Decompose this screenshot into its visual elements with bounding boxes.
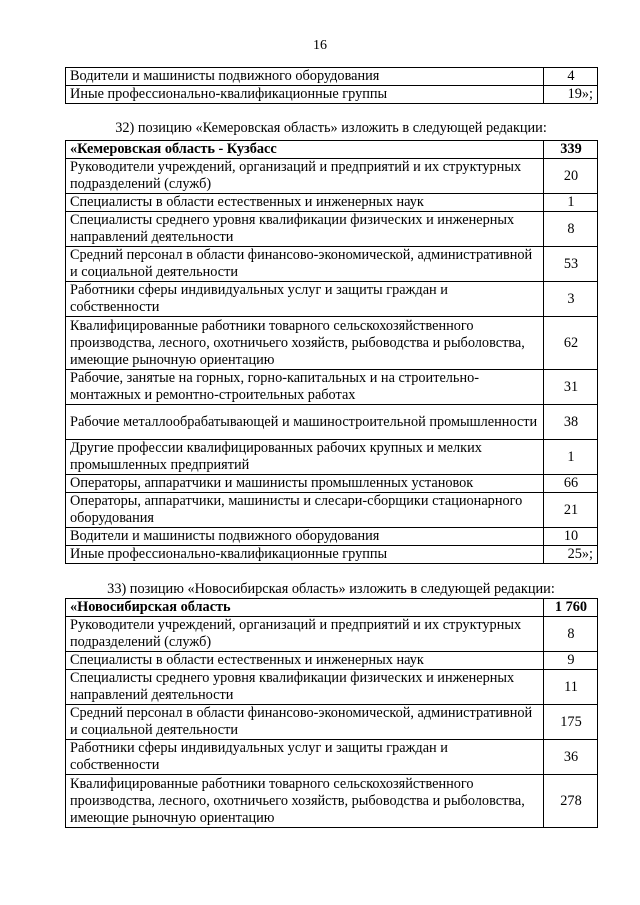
row-value: 8 — [544, 617, 598, 652]
table-row — [66, 546, 598, 564]
table-row — [66, 440, 598, 475]
region-total: 1 760 — [544, 599, 598, 617]
row-value: 21 — [544, 493, 598, 528]
table-row — [66, 670, 598, 705]
row-label: Рабочие, занятые на горных, горно-капитальных и на строительно-монтажных и ремонтно-строительных работах — [66, 370, 544, 405]
row-label: Специалисты среднего уровня квалификации физических и инженерных направлений деятельности — [66, 670, 544, 705]
row-value: 1 — [544, 440, 598, 475]
row-value: 31 — [544, 370, 598, 405]
row-label: Специалисты среднего уровня квалификации физических и инженерных направлений деятельности — [66, 212, 544, 247]
novosibirsk-table-block — [65, 598, 597, 828]
row-label: Средний персонал в области финансово-экономической, административной и социальной деятельности — [66, 247, 544, 282]
table-row — [66, 475, 598, 493]
table-row — [66, 68, 598, 86]
row-label: Работники сферы индивидуальных услуг и защиты граждан и собственности — [66, 282, 544, 317]
row-label: Руководители учреждений, организаций и предприятий и их структурных подразделений (служб) — [66, 159, 544, 194]
table-row — [66, 617, 598, 652]
table-row — [66, 194, 598, 212]
row-value: 8 — [544, 212, 598, 247]
table-row — [66, 159, 598, 194]
row-label: Операторы, аппаратчики и машинисты промышленных установок — [66, 475, 544, 493]
row-label: Средний персонал в области финансово-экономической, административной и социальной деятельности — [66, 705, 544, 740]
row-label: Работники сферы индивидуальных услуг и защиты граждан и собственности — [66, 740, 544, 775]
row-value: 175 — [544, 705, 598, 740]
table-row — [66, 247, 598, 282]
row-label: Операторы, аппаратчики, машинисты и слесари-сборщики стационарного оборудования — [66, 493, 544, 528]
row-label: Другие профессии квалифицированных рабочих крупных и мелких промышленных предприятий — [66, 440, 544, 475]
table-row — [66, 212, 598, 247]
region-name: «Кемеровская область - Кузбасс — [66, 141, 544, 159]
row-value: 11 — [544, 670, 598, 705]
row-label: Квалифицированные работники товарного сельскохозяйственного производства, лесного, охотничьего хозяйств, рыбоводства и рыболовства, имеющие рыночную ориентацию — [66, 317, 544, 370]
row-value: 4 — [544, 68, 598, 86]
novosibirsk-table — [65, 598, 598, 828]
row-value: 278 — [544, 775, 598, 828]
page-number: 16 — [313, 38, 327, 53]
row-value: 62 — [544, 317, 598, 370]
row-value: 25»; — [544, 546, 598, 564]
continuation-table — [65, 67, 598, 104]
row-value: 36 — [544, 740, 598, 775]
row-value: 66 — [544, 475, 598, 493]
row-value: 19»; — [544, 86, 598, 104]
row-value: 9 — [544, 652, 598, 670]
table-row — [66, 282, 598, 317]
section-33-intro: 33) позицию «Новосибирская область» изложить в следующей редакции: — [107, 581, 555, 597]
row-label: Иные профессионально-квалификационные группы — [66, 86, 544, 104]
row-value: 1 — [544, 194, 598, 212]
row-label: Водители и машинисты подвижного оборудования — [66, 68, 544, 86]
kemerovo-table-block — [65, 140, 597, 564]
row-label: Специалисты в области естественных и инженерных наук — [66, 652, 544, 670]
row-value: 53 — [544, 247, 598, 282]
table-row — [66, 370, 598, 405]
table-row — [66, 86, 598, 104]
row-label: Иные профессионально-квалификационные группы — [66, 546, 544, 564]
table-row — [66, 493, 598, 528]
row-label: Квалифицированные работники товарного сельскохозяйственного производства, лесного, охотничьего хозяйств, рыбоводства и рыболовства, имеющие рыночную ориентацию — [66, 775, 544, 828]
row-value: 20 — [544, 159, 598, 194]
table-row — [66, 528, 598, 546]
kemerovo-table — [65, 140, 598, 564]
row-value: 10 — [544, 528, 598, 546]
row-label: Руководители учреждений, организаций и предприятий и их структурных подразделений (служб) — [66, 617, 544, 652]
continuation-table-block — [65, 67, 597, 104]
table-row — [66, 317, 598, 370]
table-row — [66, 775, 598, 828]
table-row — [66, 740, 598, 775]
table-row — [66, 705, 598, 740]
row-label: Рабочие металлообрабатывающей и машиностроительной промышленности — [66, 405, 544, 440]
region-name: «Новосибирская область — [66, 599, 544, 617]
table-row — [66, 405, 598, 440]
region-total: 339 — [544, 141, 598, 159]
row-label: Водители и машинисты подвижного оборудования — [66, 528, 544, 546]
row-label: Специалисты в области естественных и инженерных наук — [66, 194, 544, 212]
table-header-row — [66, 141, 598, 159]
table-row — [66, 652, 598, 670]
section-32-intro: 32) позицию «Кемеровская область» изложить в следующей редакции: — [115, 120, 547, 136]
table-header-row — [66, 599, 598, 617]
row-value: 3 — [544, 282, 598, 317]
row-value: 38 — [544, 405, 598, 440]
